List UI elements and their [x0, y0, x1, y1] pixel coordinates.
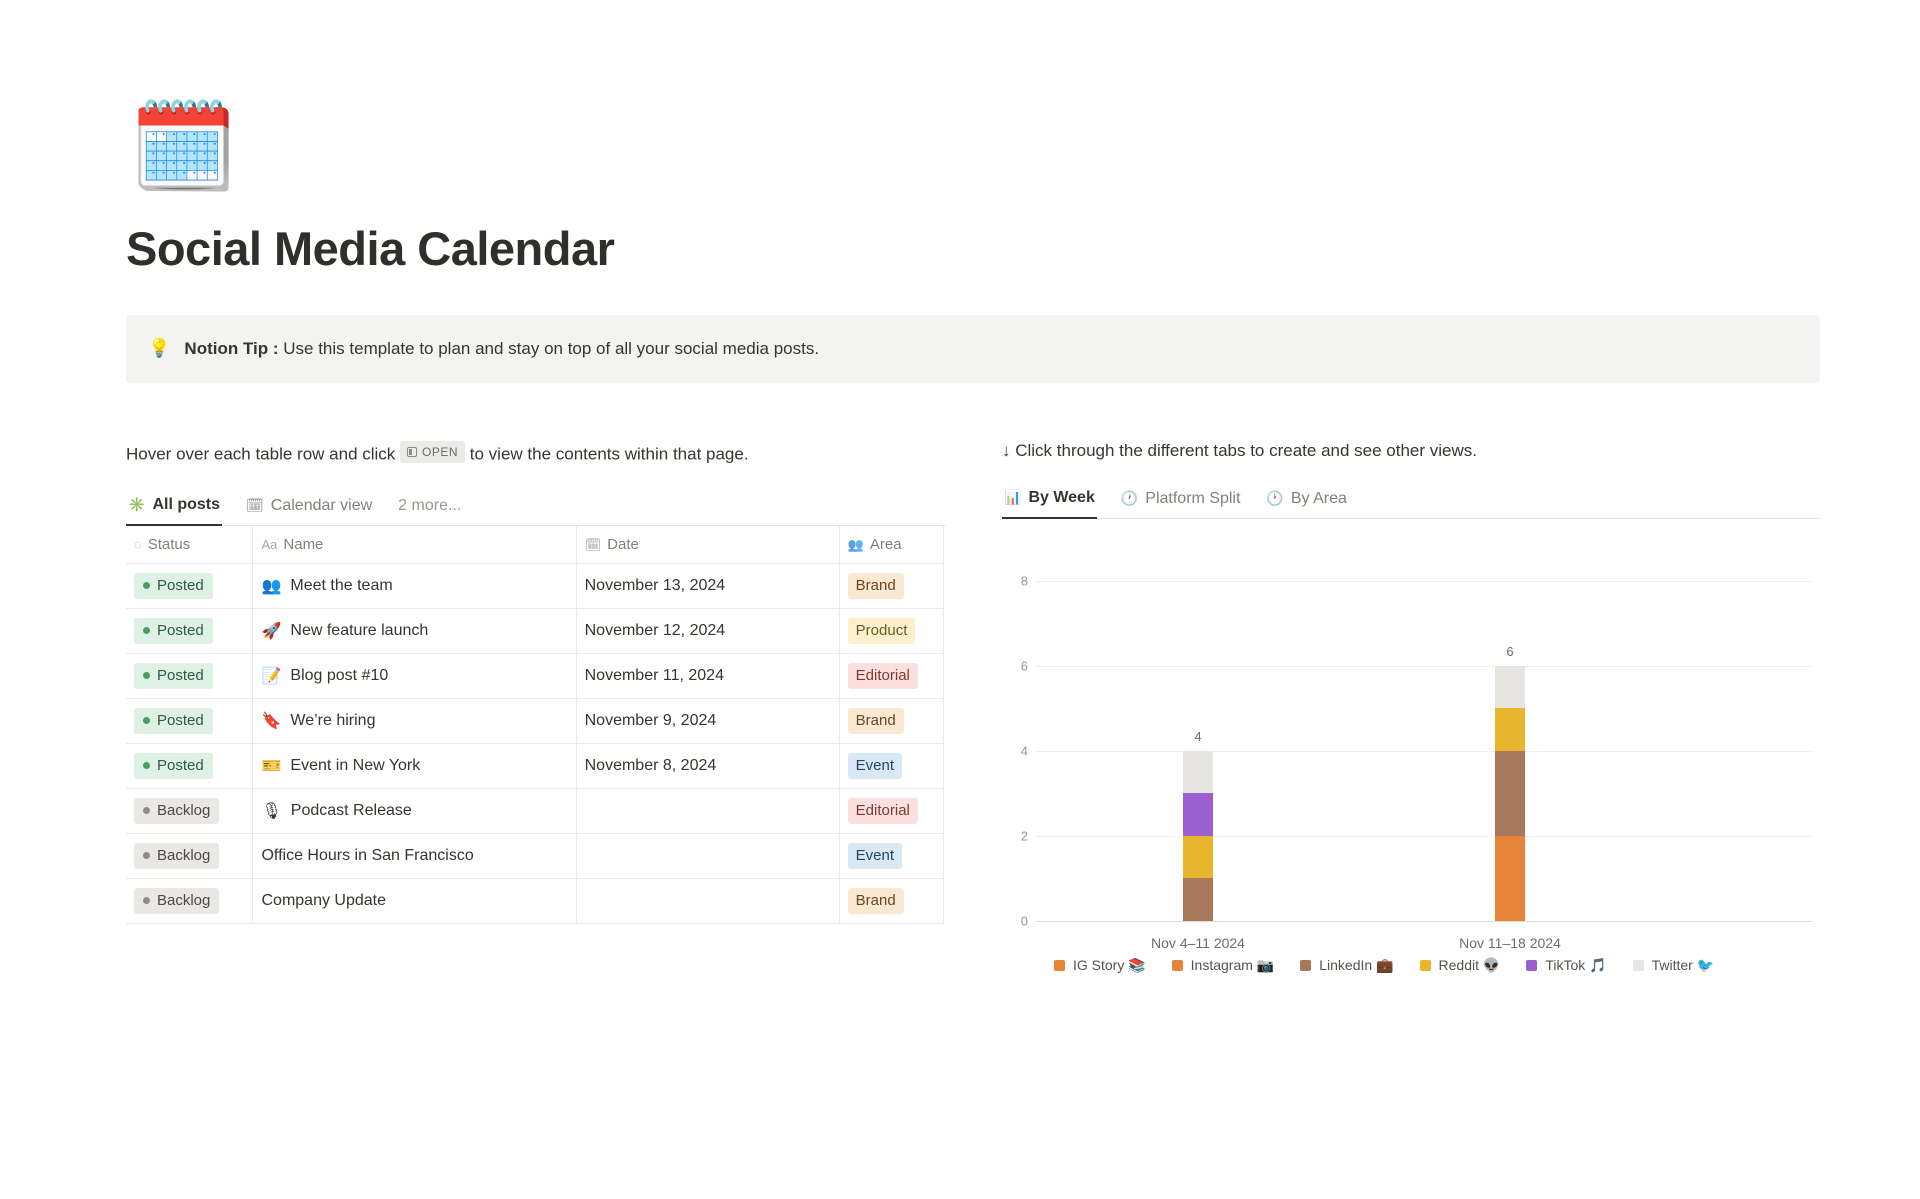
chart-view-tabs	[1002, 485, 1820, 519]
legend-item[interactable]	[1633, 957, 1715, 974]
x-axis-tick: Nov 11–18 2024	[1459, 934, 1561, 951]
people-icon: 👥	[847, 536, 864, 552]
cell-area[interactable]	[839, 743, 943, 788]
row-title: Event in New York	[290, 756, 421, 774]
name-cell	[261, 847, 565, 865]
area-tag: Brand	[848, 708, 904, 734]
bar-segment[interactable]	[1183, 751, 1213, 794]
status-badge	[134, 573, 213, 599]
open-chip	[400, 441, 465, 464]
callout-label: Notion Tip :	[184, 339, 279, 359]
status-label: Posted	[157, 576, 204, 594]
tab-calendar-view[interactable]	[244, 493, 374, 525]
legend-item[interactable]	[1054, 957, 1146, 974]
clock-icon: 🕐	[1120, 490, 1139, 507]
name-cell	[261, 576, 565, 596]
status-dot-icon	[143, 807, 150, 814]
bar-segment[interactable]	[1183, 836, 1213, 879]
y-axis-tick: 8	[1020, 573, 1028, 589]
tab-all-posts[interactable]	[126, 492, 222, 526]
status-dot-icon	[143, 762, 150, 769]
status-dot-icon	[143, 717, 150, 724]
cell-status[interactable]	[126, 788, 253, 833]
table-hint-after: to view the contents within that page.	[469, 444, 749, 464]
cell-name[interactable]	[253, 743, 576, 788]
row-emoji-icon: 👥	[261, 577, 282, 595]
row-title: We’re hiring	[290, 711, 376, 729]
row-title: Company Update	[261, 891, 386, 909]
posts-table	[126, 526, 944, 924]
status-label: Posted	[157, 621, 204, 639]
column-header-area-label: Area	[869, 535, 902, 553]
cell-status[interactable]	[126, 878, 253, 923]
status-dot-icon	[143, 852, 150, 859]
tab-calendar-view-label: Calendar view	[270, 496, 373, 514]
bar-segment[interactable]	[1495, 751, 1525, 836]
table-row[interactable]	[126, 878, 944, 923]
column-header-date-label: Date	[607, 535, 639, 553]
callout-text	[184, 336, 819, 362]
column-header-name[interactable]	[253, 526, 576, 564]
bar-total-label: 6	[1506, 643, 1514, 659]
gridline	[1036, 666, 1812, 667]
table-row[interactable]	[126, 608, 944, 653]
area-tag: Event	[848, 753, 902, 779]
legend-item[interactable]	[1172, 957, 1275, 974]
row-emoji-icon: 🚀	[261, 622, 282, 640]
gridline	[1036, 751, 1812, 752]
legend-label: Twitter 🐦	[1651, 956, 1715, 973]
bar-segment[interactable]	[1495, 836, 1525, 921]
tab-by-area[interactable]	[1264, 486, 1348, 518]
cell-date[interactable]: November 12, 2024	[576, 608, 839, 653]
chart-hint: ↓ Click through the different tabs to create and see other views.	[1002, 440, 1478, 460]
bar-segment[interactable]	[1495, 666, 1525, 709]
cell-name[interactable]	[253, 788, 576, 833]
clock-icon: 🕐	[1266, 490, 1284, 507]
legend-label: Reddit 👽	[1438, 956, 1501, 973]
cell-area[interactable]	[839, 698, 943, 743]
bar-chart-icon: 📊	[1004, 489, 1022, 506]
legend-label: TikTok 🎵	[1545, 956, 1607, 973]
name-cell	[261, 756, 565, 776]
status-label: Posted	[157, 666, 204, 684]
cell-date[interactable]	[576, 833, 839, 878]
row-title: Blog post #10	[290, 666, 389, 684]
status-label: Backlog	[157, 801, 211, 819]
legend-label: Instagram 📷	[1190, 956, 1275, 973]
status-badge	[134, 663, 213, 689]
text-icon: Aa	[261, 536, 278, 552]
column-header-name-label: Name	[283, 535, 324, 553]
table-header-row	[126, 526, 944, 564]
status-badge	[134, 708, 213, 734]
row-title: Office Hours in San Francisco	[261, 846, 474, 864]
callout-body: Use this template to plan and stay on top of all your social media posts.	[278, 339, 820, 359]
column-header-date[interactable]	[576, 526, 839, 564]
status-label: Backlog	[157, 891, 211, 909]
table-row[interactable]	[126, 833, 944, 878]
status-dot-icon	[143, 897, 150, 904]
status-dot-icon	[143, 582, 150, 589]
cell-date[interactable]: November 9, 2024	[576, 698, 839, 743]
cell-status[interactable]	[126, 653, 253, 698]
area-tag: Editorial	[848, 663, 918, 689]
cell-status[interactable]	[126, 608, 253, 653]
column-header-area[interactable]	[839, 526, 943, 564]
status-badge	[134, 888, 219, 914]
name-cell	[261, 892, 565, 910]
cell-area[interactable]	[839, 563, 943, 608]
tab-by-week[interactable]	[1002, 485, 1097, 519]
tab-all-posts-label: All posts	[152, 495, 220, 513]
legend-swatch-icon	[1526, 960, 1537, 971]
table-hint-before: Hover over each table row and click	[126, 444, 396, 464]
tab-platform-split-label: Platform Split	[1145, 489, 1241, 507]
right-column	[1002, 441, 1820, 974]
status-badge	[134, 618, 213, 644]
legend-swatch-icon	[1054, 960, 1065, 971]
bar-segment[interactable]	[1183, 793, 1213, 836]
x-axis-line	[1036, 921, 1812, 922]
bar-stack[interactable]	[1183, 751, 1213, 921]
tab-by-week-label: By Week	[1028, 488, 1095, 506]
cell-name[interactable]	[253, 698, 576, 743]
chart-legend	[1002, 957, 1762, 974]
cell-status[interactable]	[126, 833, 253, 878]
legend-item[interactable]	[1526, 957, 1606, 974]
cell-name[interactable]	[253, 833, 576, 878]
cell-date[interactable]	[576, 788, 839, 833]
cell-date[interactable]: November 8, 2024	[576, 743, 839, 788]
left-column	[126, 441, 946, 974]
table-hint	[126, 441, 886, 468]
status-label: Backlog	[157, 846, 211, 864]
tab-more-views[interactable]	[396, 493, 463, 525]
row-title: Meet the team	[290, 576, 393, 594]
chart-container	[1002, 547, 1820, 974]
area-tag: Brand	[848, 573, 904, 599]
area-tag: Editorial	[848, 798, 918, 824]
row-title: Podcast Release	[290, 801, 412, 819]
area-tag: Event	[848, 843, 902, 869]
stacked-bar-chart	[1002, 547, 1820, 951]
database-view-tabs	[126, 492, 946, 526]
row-emoji-icon: 🔖	[261, 712, 282, 730]
tab-more-views-label: 2 more...	[398, 496, 462, 514]
status-badge	[134, 753, 213, 779]
legend-swatch-icon	[1172, 960, 1183, 971]
cell-name[interactable]	[253, 563, 576, 608]
row-emoji-icon: 📝	[261, 667, 282, 685]
cell-area[interactable]	[839, 788, 943, 833]
table-row[interactable]	[126, 788, 944, 833]
cell-area[interactable]	[839, 653, 943, 698]
cell-status[interactable]	[126, 563, 253, 608]
table-row[interactable]	[126, 653, 944, 698]
cell-name[interactable]	[253, 653, 576, 698]
name-cell	[261, 621, 565, 641]
open-chip-label: OPEN	[422, 444, 459, 459]
legend-item[interactable]	[1300, 957, 1393, 974]
status-label: Posted	[157, 756, 204, 774]
legend-swatch-icon	[1420, 960, 1431, 971]
legend-swatch-icon	[1633, 960, 1644, 971]
calendar-icon: 🗓	[584, 536, 602, 552]
cell-area[interactable]	[839, 833, 943, 878]
cell-name[interactable]	[253, 878, 576, 923]
tab-by-area-label: By Area	[1290, 489, 1347, 507]
lightbulb-icon: 💡	[148, 338, 171, 359]
table-row[interactable]	[126, 743, 944, 788]
cell-date[interactable]	[576, 878, 839, 923]
name-cell	[261, 801, 565, 821]
column-header-status-label: Status	[147, 535, 191, 553]
status-dot-icon	[143, 627, 150, 634]
cell-status[interactable]	[126, 743, 253, 788]
cell-area[interactable]	[839, 608, 943, 653]
y-axis-tick: 4	[1020, 743, 1028, 759]
cell-date[interactable]: November 11, 2024	[576, 653, 839, 698]
y-axis-tick: 0	[1020, 913, 1028, 929]
legend-swatch-icon	[1300, 960, 1311, 971]
status-icon: ◌	[134, 536, 142, 552]
legend-item[interactable]	[1420, 957, 1501, 974]
status-badge	[134, 843, 219, 869]
bar-stack[interactable]	[1495, 666, 1525, 921]
asterisk-icon: ✳️	[128, 496, 146, 513]
callout-tip	[126, 315, 1820, 383]
status-label: Posted	[157, 711, 204, 729]
row-title: New feature launch	[290, 621, 429, 639]
table-row[interactable]	[126, 563, 944, 608]
column-header-status[interactable]	[126, 526, 253, 564]
page-title: Social Media Calendar	[126, 222, 615, 275]
x-axis-tick: Nov 4–11 2024	[1151, 934, 1245, 951]
table-row[interactable]	[126, 698, 944, 743]
status-dot-icon	[143, 672, 150, 679]
cell-date[interactable]: November 13, 2024	[576, 563, 839, 608]
gridline	[1036, 581, 1812, 582]
y-axis-tick: 6	[1020, 658, 1028, 674]
gridline	[1036, 836, 1812, 837]
row-emoji-icon: 🎫	[261, 757, 282, 775]
row-emoji-icon: 🎙	[261, 802, 282, 820]
area-tag: Product	[848, 618, 916, 644]
name-cell	[261, 666, 565, 686]
cell-name[interactable]	[253, 608, 576, 653]
area-tag: Brand	[848, 888, 904, 914]
bar-segment[interactable]	[1495, 708, 1525, 751]
tab-platform-split[interactable]	[1119, 486, 1243, 518]
status-badge	[134, 798, 219, 824]
bar-segment[interactable]	[1183, 878, 1213, 921]
name-cell	[261, 711, 565, 731]
cell-area[interactable]	[839, 878, 943, 923]
legend-label: LinkedIn 💼	[1319, 956, 1394, 973]
open-icon	[407, 447, 417, 457]
calendar-icon: 🗓	[246, 497, 264, 514]
y-axis-tick: 2	[1020, 828, 1028, 844]
bar-total-label: 4	[1194, 728, 1202, 744]
cell-status[interactable]	[126, 698, 253, 743]
legend-label: IG Story 📚	[1073, 956, 1146, 973]
page-icon: 🗓️	[130, 99, 238, 195]
